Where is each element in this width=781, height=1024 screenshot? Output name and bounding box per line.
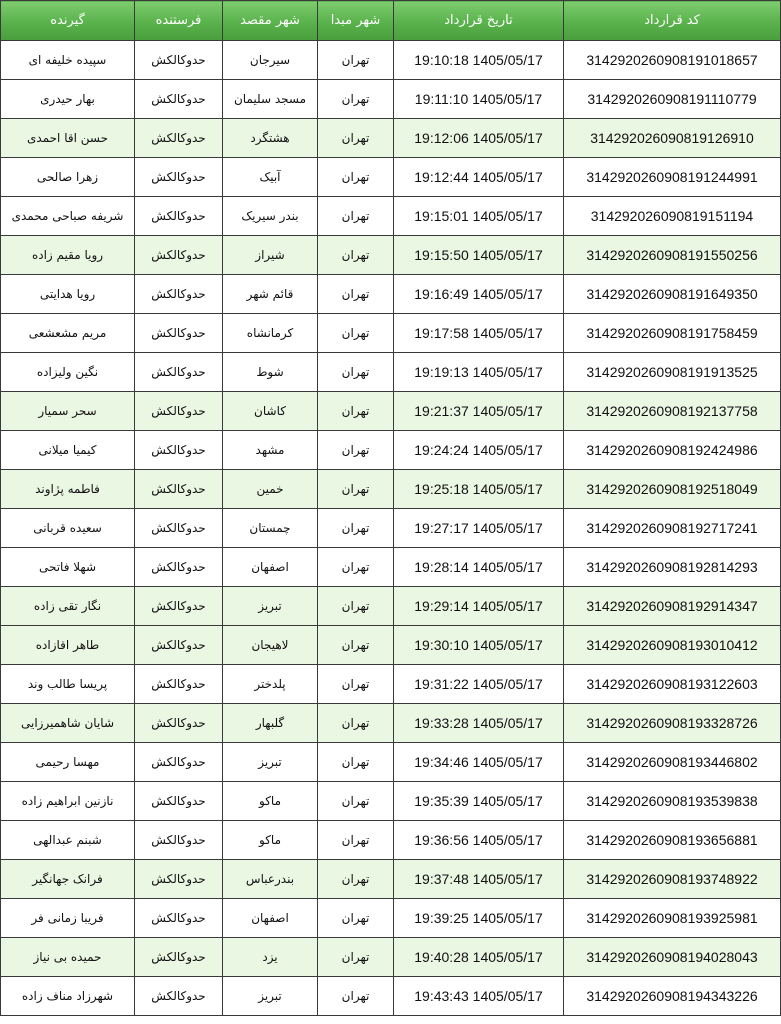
table-row (1, 509, 781, 548)
sender-cell: حدوکالکش (135, 236, 223, 275)
table-row (1, 41, 781, 80)
origin-city-cell: تهران (318, 119, 394, 158)
contract-code-cell: 3142920260908193925981 (564, 899, 781, 938)
table-row (1, 470, 781, 509)
sender-cell: حدوکالکش (135, 782, 223, 821)
origin-city-cell: تهران (318, 275, 394, 314)
sender-cell: حدوکالکش (135, 119, 223, 158)
sender-cell: حدوکالکش (135, 158, 223, 197)
contract-code-cell: 3142920260908193328726 (564, 704, 781, 743)
table-row (1, 938, 781, 977)
contract-date-cell: 1405/05/17 19:15:01 (394, 197, 564, 236)
origin-city-cell: تهران (318, 353, 394, 392)
contract-date-cell: 1405/05/17 19:40:28 (394, 938, 564, 977)
contract-date-cell: 1405/05/17 19:17:58 (394, 314, 564, 353)
origin-city-cell: تهران (318, 860, 394, 899)
contract-code-cell: 3142920260908193122603 (564, 665, 781, 704)
receiver-cell: شهرزاد مناف زاده (1, 977, 135, 1016)
contract-code-cell: 3142920260908194028043 (564, 938, 781, 977)
column-header-destination-city: شهر مقصد (223, 1, 318, 41)
sender-cell: حدوکالکش (135, 821, 223, 860)
destination-city-cell: ماکو (223, 821, 318, 860)
origin-city-cell: تهران (318, 626, 394, 665)
sender-cell: حدوکالکش (135, 197, 223, 236)
receiver-cell: رویا مقیم زاده (1, 236, 135, 275)
receiver-cell: حسن اقا احمدی (1, 119, 135, 158)
sender-cell: حدوکالکش (135, 431, 223, 470)
receiver-cell: طاهر اقازاده (1, 626, 135, 665)
table-row (1, 119, 781, 158)
contract-code-cell: 3142920260908193748922 (564, 860, 781, 899)
contract-code-cell: 3142920260908192814293 (564, 548, 781, 587)
contract-date-cell: 1405/05/17 19:15:50 (394, 236, 564, 275)
origin-city-cell: تهران (318, 587, 394, 626)
receiver-cell: شهلا فاتحی (1, 548, 135, 587)
receiver-cell: بهار حیدری (1, 80, 135, 119)
contract-code-cell: 3142920260908192717241 (564, 509, 781, 548)
destination-city-cell: اصفهان (223, 548, 318, 587)
receiver-cell: فرانک جهانگیر (1, 860, 135, 899)
table-row (1, 977, 781, 1016)
sender-cell: حدوکالکش (135, 41, 223, 80)
contract-code-cell: 3142920260908191110779 (564, 80, 781, 119)
sender-cell: حدوکالکش (135, 704, 223, 743)
receiver-cell: مهسا رحیمی (1, 743, 135, 782)
origin-city-cell: تهران (318, 392, 394, 431)
table-row (1, 665, 781, 704)
contract-date-cell: 1405/05/17 19:12:06 (394, 119, 564, 158)
contract-code-cell: 3142920260908193010412 (564, 626, 781, 665)
contract-date-cell: 1405/05/17 19:24:24 (394, 431, 564, 470)
receiver-cell: شریفه صباحی محمدی (1, 197, 135, 236)
origin-city-cell: تهران (318, 899, 394, 938)
sender-cell: حدوکالکش (135, 353, 223, 392)
origin-city-cell: تهران (318, 665, 394, 704)
receiver-cell: زهرا صالحی (1, 158, 135, 197)
destination-city-cell: پلدختر (223, 665, 318, 704)
receiver-cell: مریم مشعشعی (1, 314, 135, 353)
table-row (1, 548, 781, 587)
destination-city-cell: مشهد (223, 431, 318, 470)
origin-city-cell: تهران (318, 782, 394, 821)
column-header-contract-code: کد قرارداد (564, 1, 781, 41)
destination-city-cell: کرمانشاه (223, 314, 318, 353)
contract-code-cell: 3142920260908193446802 (564, 743, 781, 782)
table-row (1, 821, 781, 860)
table-row (1, 353, 781, 392)
destination-city-cell: تبریز (223, 743, 318, 782)
contract-code-cell: 3142920260908193656881 (564, 821, 781, 860)
contract-date-cell: 1405/05/17 19:37:48 (394, 860, 564, 899)
sender-cell: حدوکالکش (135, 860, 223, 899)
contract-date-cell: 1405/05/17 19:35:39 (394, 782, 564, 821)
destination-city-cell: خمین (223, 470, 318, 509)
destination-city-cell: مسجد سلیمان (223, 80, 318, 119)
destination-city-cell: شیراز (223, 236, 318, 275)
receiver-cell: نازنین ابراهیم زاده (1, 782, 135, 821)
contract-date-cell: 1405/05/17 19:27:17 (394, 509, 564, 548)
contract-code-cell: 3142920260908191018657 (564, 41, 781, 80)
origin-city-cell: تهران (318, 704, 394, 743)
destination-city-cell: شوط (223, 353, 318, 392)
receiver-cell: سحر سمیار (1, 392, 135, 431)
table-row (1, 743, 781, 782)
destination-city-cell: ماکو (223, 782, 318, 821)
table-row (1, 899, 781, 938)
origin-city-cell: تهران (318, 80, 394, 119)
column-header-sender: فرستنده (135, 1, 223, 41)
table-row (1, 587, 781, 626)
contract-code-cell: 3142920260908192424986 (564, 431, 781, 470)
sender-cell: حدوکالکش (135, 626, 223, 665)
receiver-cell: رویا هدایتی (1, 275, 135, 314)
receiver-cell: سعیده قربانی (1, 509, 135, 548)
sender-cell: حدوکالکش (135, 392, 223, 431)
receiver-cell: کیمیا میلانی (1, 431, 135, 470)
receiver-cell: نگار تقی زاده (1, 587, 135, 626)
destination-city-cell: اصفهان (223, 899, 318, 938)
destination-city-cell: بندرعباس (223, 860, 318, 899)
table-row (1, 626, 781, 665)
contract-code-cell: 314292026090819126910 (564, 119, 781, 158)
contract-code-cell: 3142920260908192137758 (564, 392, 781, 431)
receiver-cell: سپیده خلیفه ای (1, 41, 135, 80)
contract-code-cell: 3142920260908192914347 (564, 587, 781, 626)
destination-city-cell: کاشان (223, 392, 318, 431)
sender-cell: حدوکالکش (135, 509, 223, 548)
table-row (1, 197, 781, 236)
receiver-cell: شایان شاهمیرزایی (1, 704, 135, 743)
sender-cell: حدوکالکش (135, 470, 223, 509)
receiver-cell: فاطمه پژاوند (1, 470, 135, 509)
contract-code-cell: 3142920260908193539838 (564, 782, 781, 821)
contract-code-cell: 3142920260908191244991 (564, 158, 781, 197)
table-row (1, 704, 781, 743)
table-row (1, 860, 781, 899)
sender-cell: حدوکالکش (135, 80, 223, 119)
column-header-receiver: گیرنده (1, 1, 135, 41)
origin-city-cell: تهران (318, 470, 394, 509)
contract-code-cell: 3142920260908191550256 (564, 236, 781, 275)
sender-cell: حدوکالکش (135, 899, 223, 938)
destination-city-cell: گلبهار (223, 704, 318, 743)
contract-date-cell: 1405/05/17 19:33:28 (394, 704, 564, 743)
origin-city-cell: تهران (318, 938, 394, 977)
contract-date-cell: 1405/05/17 19:16:49 (394, 275, 564, 314)
receiver-cell: نگین ولیزاده (1, 353, 135, 392)
destination-city-cell: قائم شهر (223, 275, 318, 314)
origin-city-cell: تهران (318, 236, 394, 275)
contract-date-cell: 1405/05/17 19:28:14 (394, 548, 564, 587)
sender-cell: حدوکالکش (135, 314, 223, 353)
sender-cell: حدوکالکش (135, 548, 223, 587)
destination-city-cell: بندر سیریک (223, 197, 318, 236)
contract-code-cell: 3142920260908191913525 (564, 353, 781, 392)
origin-city-cell: تهران (318, 977, 394, 1016)
table-row (1, 314, 781, 353)
contract-code-cell: 314292026090819151194 (564, 197, 781, 236)
destination-city-cell: یزد (223, 938, 318, 977)
origin-city-cell: تهران (318, 743, 394, 782)
contract-code-cell: 3142920260908192518049 (564, 470, 781, 509)
contract-code-cell: 3142920260908191758459 (564, 314, 781, 353)
origin-city-cell: تهران (318, 509, 394, 548)
contract-date-cell: 1405/05/17 19:19:13 (394, 353, 564, 392)
table-row (1, 80, 781, 119)
receiver-cell: فریبا زمانی فر (1, 899, 135, 938)
receiver-cell: حمیده بی نیاز (1, 938, 135, 977)
destination-city-cell: لاهیجان (223, 626, 318, 665)
contract-date-cell: 1405/05/17 19:10:18 (394, 41, 564, 80)
table-row (1, 158, 781, 197)
sender-cell: حدوکالکش (135, 743, 223, 782)
sender-cell: حدوکالکش (135, 938, 223, 977)
table-row (1, 431, 781, 470)
table-row (1, 236, 781, 275)
sender-cell: حدوکالکش (135, 977, 223, 1016)
contract-date-cell: 1405/05/17 19:34:46 (394, 743, 564, 782)
origin-city-cell: تهران (318, 197, 394, 236)
origin-city-cell: تهران (318, 548, 394, 587)
destination-city-cell: آبیک (223, 158, 318, 197)
origin-city-cell: تهران (318, 431, 394, 470)
destination-city-cell: تبریز (223, 977, 318, 1016)
contract-date-cell: 1405/05/17 19:21:37 (394, 392, 564, 431)
destination-city-cell: تبریز (223, 587, 318, 626)
contract-date-cell: 1405/05/17 19:36:56 (394, 821, 564, 860)
sender-cell: حدوکالکش (135, 665, 223, 704)
destination-city-cell: سیرجان (223, 41, 318, 80)
origin-city-cell: تهران (318, 158, 394, 197)
contract-date-cell: 1405/05/17 19:11:10 (394, 80, 564, 119)
table-row (1, 392, 781, 431)
origin-city-cell: تهران (318, 821, 394, 860)
contract-date-cell: 1405/05/17 19:43:43 (394, 977, 564, 1016)
header-row (1, 1, 781, 41)
contract-date-cell: 1405/05/17 19:25:18 (394, 470, 564, 509)
table-body (1, 41, 781, 1016)
contract-code-cell: 3142920260908191649350 (564, 275, 781, 314)
column-header-origin-city: شهر مبدا (318, 1, 394, 41)
column-header-contract-date: تاریخ قرارداد (394, 1, 564, 41)
table-row (1, 275, 781, 314)
contract-code-cell: 3142920260908194343226 (564, 977, 781, 1016)
contract-date-cell: 1405/05/17 19:31:22 (394, 665, 564, 704)
contract-date-cell: 1405/05/17 19:30:10 (394, 626, 564, 665)
destination-city-cell: چمستان (223, 509, 318, 548)
sender-cell: حدوکالکش (135, 587, 223, 626)
contract-date-cell: 1405/05/17 19:12:44 (394, 158, 564, 197)
contract-date-cell: 1405/05/17 19:29:14 (394, 587, 564, 626)
destination-city-cell: هشتگرد (223, 119, 318, 158)
table-row (1, 782, 781, 821)
sender-cell: حدوکالکش (135, 275, 223, 314)
receiver-cell: شبنم عبدالهی (1, 821, 135, 860)
receiver-cell: پریسا طالب وند (1, 665, 135, 704)
table-header (1, 1, 781, 41)
contract-date-cell: 1405/05/17 19:39:25 (394, 899, 564, 938)
origin-city-cell: تهران (318, 314, 394, 353)
origin-city-cell: تهران (318, 41, 394, 80)
